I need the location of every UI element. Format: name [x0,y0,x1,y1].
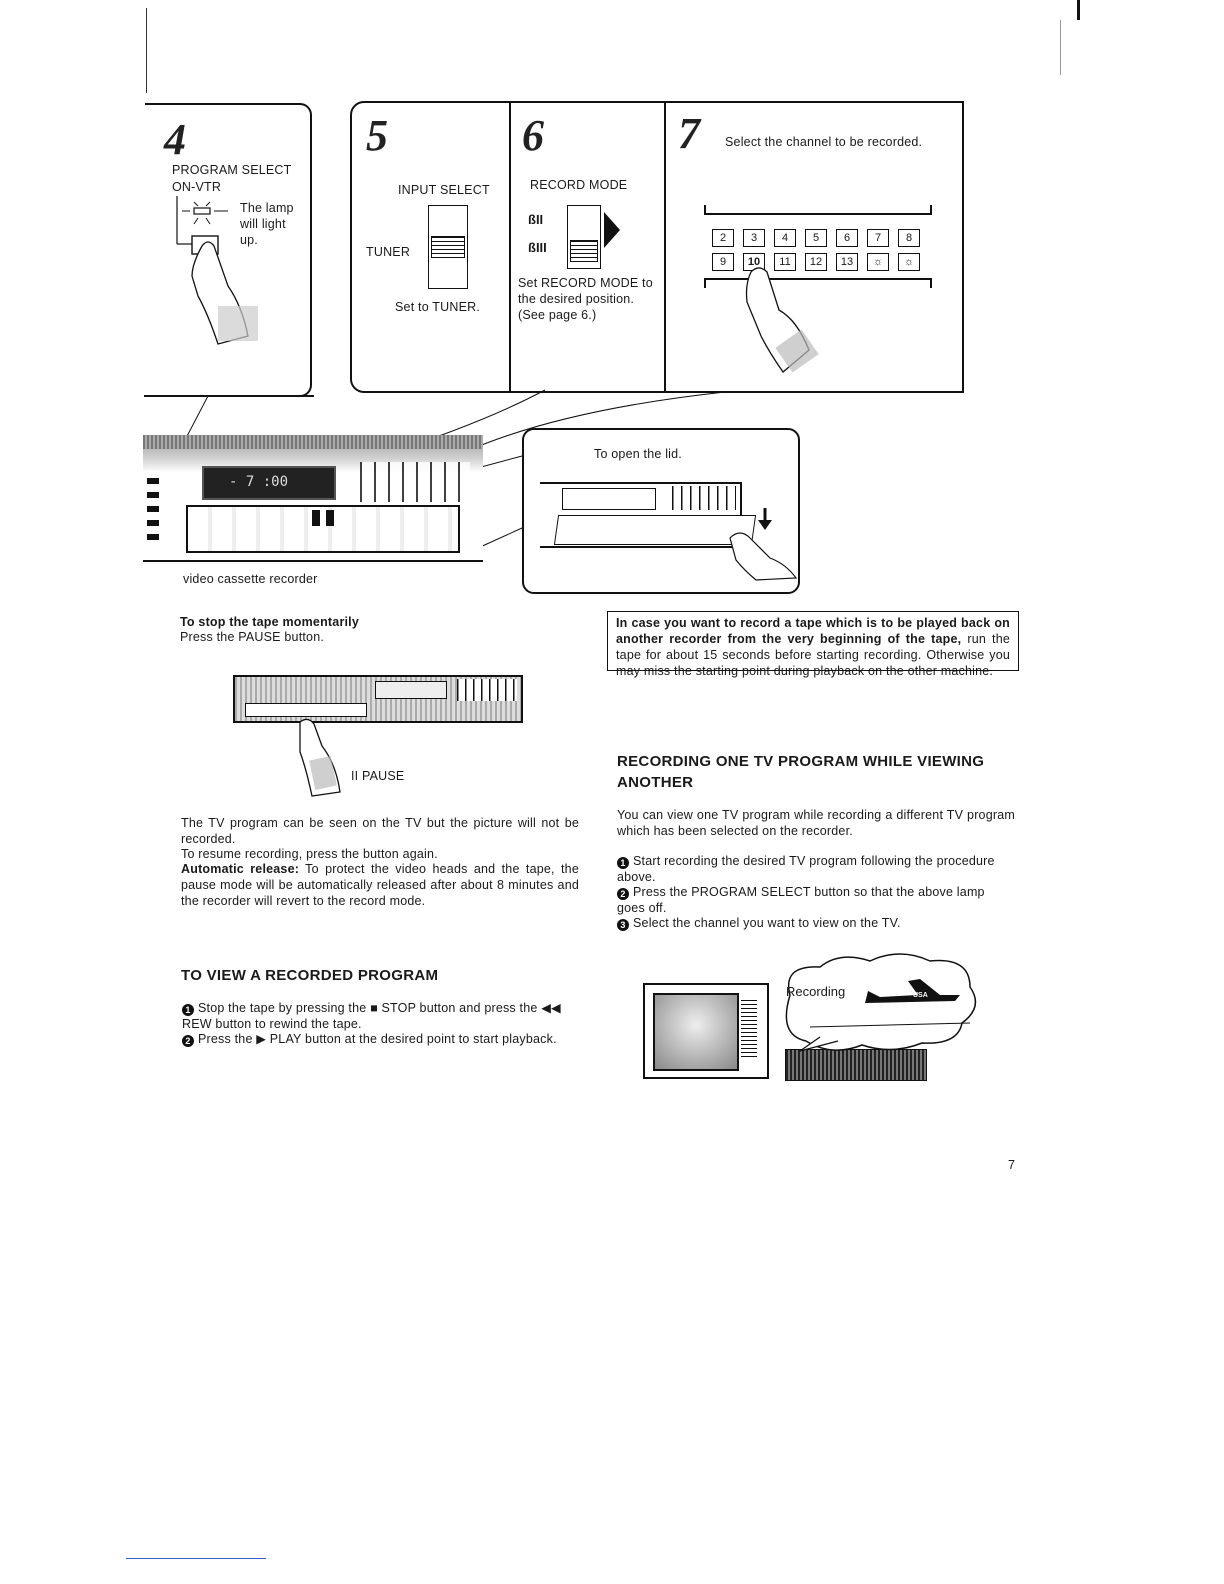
channel-key-13[interactable]: 13 [836,253,858,271]
step6-instruction-line1: Set RECORD MODE to [518,276,653,290]
channel-key-12[interactable]: 12 [805,253,827,271]
record-while-viewing-title: RECORDING ONE TV PROGRAM WHILE VIEWING [617,753,985,770]
step4-number: 4 [164,115,186,164]
rwv-marker-1-icon: 1 [617,857,629,869]
channel-down-key[interactable]: ☼ [898,253,920,271]
rwv-step2-text: Press the PROGRAM SELECT button so that the above lamp goes off. [617,885,985,915]
channel-key-2[interactable]: 2 [712,229,734,247]
rwv-step1 [617,853,1015,885]
step4-title: PROGRAM SELECT [172,163,292,177]
lid-open-arrow-icon [758,508,772,530]
bubble-recording-label: Recording [786,984,846,999]
record-while-viewing-intro: You can view one TV program while recording a different TV program which has been selected on the recorder. [617,808,1015,838]
lid-vcr-window [562,488,656,510]
lamp-text-line3: up. [240,233,258,247]
pause-button-label: II PAUSE [351,769,405,783]
lamp-text-line1: The lamp [240,201,294,215]
channel-key-3[interactable]: 3 [743,229,765,247]
recording-thought-bubble [770,955,985,1055]
note-bold-text: In case you want to record a tape which is to be played back on another recorder from the very beginning of the tape, [616,616,1010,646]
vcr-side-buttons [147,470,159,540]
mode-lp-mark: ßIII [528,240,547,255]
auto-release-paragraph [181,861,579,909]
step5-number: 5 [366,111,388,160]
record-while-viewing-title-2: ANOTHER [617,774,694,791]
channel-key-9[interactable]: 9 [712,253,734,271]
pause-vcr-window [375,681,447,699]
lid-hand-icon [728,530,798,580]
view-step2-text: Press the ▶ PLAY button at the desired point to start playback. [198,1032,557,1046]
footer-rule [126,1558,266,1559]
step7-number: 7 [678,109,700,158]
step7-instruction: Select the channel to be recorded. [725,135,923,149]
channel-key-4[interactable]: 4 [774,229,796,247]
pause-paragraph1: The TV program can be seen on the TV but the picture will not be recorded. [181,816,579,846]
pause-vcr-slot [245,703,367,717]
channel-key-8[interactable]: 8 [898,229,920,247]
vcr-display [202,466,336,500]
rwv-step3-text: Select the channel you want to view on the TV. [633,916,901,930]
channel-key-5[interactable]: 5 [805,229,827,247]
rwv-step3 [617,915,1015,931]
vcr-button-grid [360,462,470,502]
input-select-label: INPUT SELECT [398,183,490,197]
rwv-step1-text: Start recording the desired TV program following the procedure above. [617,854,995,884]
tv-screen [653,993,739,1071]
lid-vcr-keys [672,486,736,510]
record-mode-label: RECORD MODE [530,178,628,192]
rwv-marker-2-icon: 2 [617,888,629,900]
step-marker-2-icon: 2 [182,1035,194,1047]
vcr-cassette-slot [186,505,460,553]
channel-key-10[interactable]: 10 [743,253,765,271]
pause-instruction: Press the PAUSE button. [180,630,325,644]
tv-set [643,983,769,1079]
vcr-top-edge [143,435,483,449]
view-step1-text: Stop the tape by pressing the ■ STOP button and press the ◀◀ REW button to rewind the tape. [182,1001,561,1031]
channel-key-11[interactable]: 11 [774,253,796,271]
auto-release-label: Automatic release: [181,862,300,876]
lid-label: To open the lid. [594,447,682,461]
step6-number: 6 [522,111,544,160]
tv-speaker-grille [741,999,757,1057]
record-button[interactable] [326,510,334,526]
pause-paragraph2: To resume recording, press the button again. [181,847,438,861]
step-marker-1-icon: 1 [182,1004,194,1016]
rwv-marker-3-icon: 3 [617,919,629,931]
note-text: run the tape for about 15 seconds before starting recording. Otherwise you may miss the starting point during playback on the other machine. [616,632,1010,678]
rwv-step2 [617,884,1015,916]
auto-release-text: To protect the video heads and the tape, the pause mode will be automatically released after about 8 minutes and the recorder will revert to the record mode. [181,862,579,908]
channel-up-key[interactable]: ☼ [867,253,889,271]
view-step2 [182,1031,580,1047]
plane-usa-label: USA [913,992,928,999]
tuner-label: TUNER [366,245,411,259]
step6-instruction-line2: the desired position. [518,292,635,306]
step6-instruction-line3: (See page 6.) [518,308,597,322]
channel-key-6[interactable]: 6 [836,229,858,247]
pause-heading: To stop the tape momentarily [180,615,360,629]
pause-press-hand-icon [290,718,350,796]
pause-button[interactable] [312,510,320,526]
mode-sp-mark: ßII [528,212,544,227]
channel-key-7[interactable]: 7 [867,229,889,247]
view-recorded-title: TO VIEW A RECORDED PROGRAM [181,967,439,984]
note-box [607,611,1019,678]
step5-instruction: Set to TUNER. [395,300,481,314]
pause-vcr-keys [457,679,517,701]
step4-subtitle: ON-VTR [172,180,222,194]
vcr-label: video cassette recorder [183,572,318,586]
vcr-display-time: - 7 :00 [229,474,289,490]
lamp-text-line2: will light [240,217,286,231]
view-step1 [182,1000,580,1032]
lid-flap[interactable] [554,515,756,545]
pause-vcr-illustration [233,675,523,723]
page-number: 7 [1008,1158,1016,1172]
